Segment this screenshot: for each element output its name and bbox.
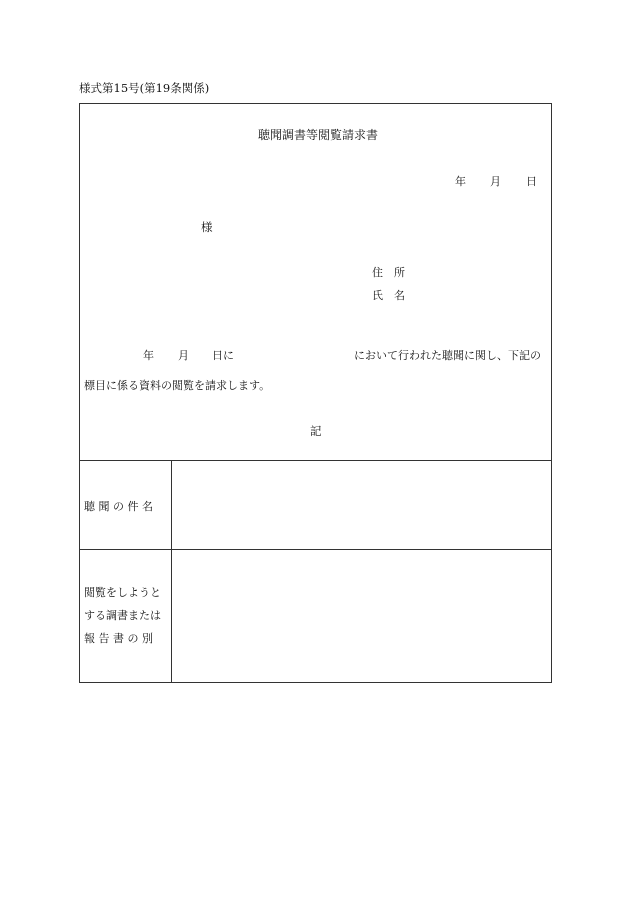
document-type-label-line2: する調書または [84,609,161,622]
document-type-label-line3: 報 告 書 の 別 [84,632,153,645]
date-day-label: 日 [526,175,537,188]
address-label: 住 所 [372,266,405,279]
table-row-divider [79,549,552,550]
document-type-label-line1: 閲覧をしようと [84,586,161,599]
body-day-label: 日に [212,349,234,362]
body-year-label: 年 [143,349,154,362]
hearing-title-label: 聴 聞 の 件 名 [84,500,153,513]
addressee-suffix: 様 [201,220,213,234]
name-label: 氏 名 [372,289,405,302]
date-month-label: 月 [490,175,501,188]
document-type-field[interactable] [176,604,546,620]
document-title: 聴聞調書等閲覧請求書 [258,128,379,142]
body-text-line1: において行われた聴聞に関し、下記の [354,349,541,362]
table-top-divider [79,460,552,461]
hearing-title-field[interactable] [176,498,546,514]
ki-heading: 記 [310,424,322,438]
form-number-label: 様式第15号(第19条関係) [79,81,210,95]
date-year-label: 年 [455,175,466,188]
table-column-divider [171,460,172,683]
body-month-label: 月 [178,349,189,362]
body-text-line2: 標目に係る資料の閲覧を請求します。 [84,379,271,392]
